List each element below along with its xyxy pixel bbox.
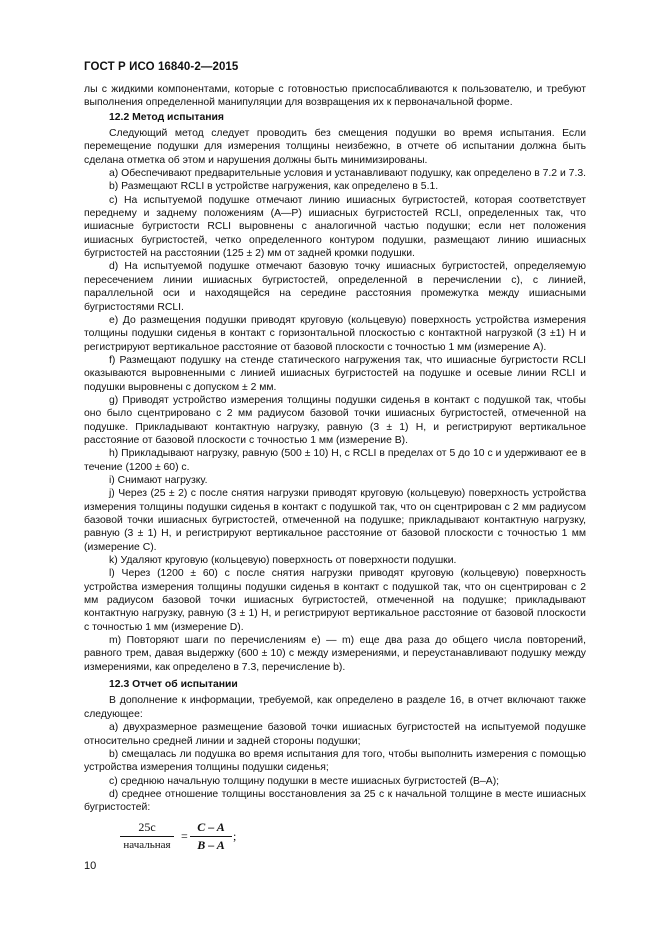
formula-equals: =	[181, 828, 188, 843]
formula-right-denominator: B – A	[197, 837, 225, 852]
recovery-ratio-formula	[120, 821, 586, 863]
list-item-a: a) Обеспечивают предварительные условия и устанавливают подушку, как определено в 7.2 и 7.3.	[109, 168, 586, 180]
list-item-h: h) Прикладывают нагрузку, равную (500 ± 10) Н, с RCLI в пределах от 5 до 10 с и удерживают ее в течение (1200 ± 60) с.	[84, 448, 586, 473]
list-item-d: d) На испытуемой подушке отмечают базовую точку ишиасных бугристостей, определяемую пересечением линии ишиасных бугристостей, определенной в перечислении c), с линией, параллельной оси и находящейся на середине расстояния промежутка между ишиасными бугристостями RCLI.	[84, 261, 586, 313]
list-item-e: e) До размещения подушки приводят круговую (кольцевую) поверхность устройства измерения толщины подушки сиденья в контакт с горизонтальной плоскостью с контактной нагрузкой (3 ±1) Н и регистрируют вертикальное расстояние от базовой плоскости с точностью 1 мм (измерение A).	[84, 314, 586, 353]
formula-terminator: ;	[233, 828, 237, 843]
formula-right-numerator: C – A	[190, 821, 232, 837]
report-item-c: c) среднюю начальную толщину подушки в месте ишиасных бугристостей (B–A);	[109, 775, 500, 787]
page-number: 10	[84, 860, 97, 872]
section-heading-12-3: 12.3 Отчет об испытании	[109, 679, 238, 691]
document-header: ГОСТ Р ИСО 16840-2—2015	[84, 61, 239, 73]
formula-left-denominator: начальная	[123, 838, 171, 851]
list-item-i: i) Снимают нагрузку.	[109, 474, 208, 486]
list-item-j: j) Через (25 ± 2) с после снятия нагрузки приводят круговую (кольцевую) поверхность устройства измерения толщины подушки сиденья в контакт с подушкой так, что он сцентрирован с 2 мм радиусом базовой точки ишиасных бугристостей, отмеченной на подушке; прикладывают контактную нагрузку, равную (3 ± 1) Н, и регистрируют вертикальное расстояние от базовой плоскости с точностью 1 мм (измерение C).	[84, 488, 586, 553]
list-item-l: l) Через (1200 ± 60) с после снятия нагрузки приводят круговую (кольцевую) поверхность устройства измерения толщины подушки сиденья в контакт с подушкой так, что он сцентрирован с 2 мм радиусом базовой точки ишиасных бугристостей, отмеченной на подушке; прикладывают контактную нагрузку, равную (3 ± 1) Н, и регистрируют вертикальное расстояние от базовой плоскости с точностью 1 мм (измерение D).	[84, 568, 586, 633]
formula-right-fraction	[190, 821, 232, 853]
formula-left-fraction	[120, 821, 174, 853]
list-item-g: g) Приводят устройство измерения толщины подушки сиденья в контакт с подушкой так, чтобы оно было сцентрировано с 2 мм радиусом базовой точки ишиасных бугристостей, отмеченной на подушке. Прикладывают контактную нагрузку, равную (3 ± 1) Н, и регистрируют вертикальное расстояние от базовой плоскости с точностью 1 мм (измерение B).	[84, 394, 586, 446]
report-item-b: b) смещалась ли подушка во время испытания для того, чтобы выполнить измерения с помощью устройства измерения толщины подушки сиденья;	[84, 748, 586, 774]
paragraph-report-intro: В дополнение к информации, требуемой, как определено в разделе 16, в отчет включают также следующее:	[84, 695, 586, 720]
list-item-k: k) Удаляют круговую (кольцевую) поверхность от поверхности подушки.	[109, 555, 457, 567]
paragraph-continuation: лы с жидкими компонентами, которые с готовностью приспосабливаются к пользователю, и требуют выполнения определенной манипуляции для возвращения их к первоначальной форме.	[84, 84, 586, 109]
formula-left-numerator: 25c	[120, 821, 174, 837]
list-item-b: b) Размещают RCLI в устройстве нагружения, как определено в 5.1.	[109, 181, 439, 193]
section-heading-12-2: 12.2 Метод испытания	[109, 111, 224, 123]
list-item-f: f) Размещают подушку на стенде статического нагружения так, что ишиасные бугристости RCLI оказываются выровненными с линией ишиасных бугристостей на подушке и осевые линии RCLI и подушки выровнены с допуском ± 2 мм.	[84, 354, 586, 393]
report-item-a: a) двухразмерное размещение базовой точки ишиасных бугристостей на испытуемой подушке относительно средней линии и задней стороны подушки;	[84, 722, 586, 747]
report-item-d: d) среднее отношение толщины восстановления за 25 с к начальной толщине в месте ишиасных бугристостей:	[84, 788, 586, 814]
paragraph-method-intro: Следующий метод следует проводить без смещения подушки во время испытания. Если перемещение подушки для измерения толщины неизбежно, в отчете об испытании должна быть сделана отметка об этом и нарушения должны быть минимизированы.	[84, 128, 586, 166]
list-item-m: m) Повторяют шаги по перечислениям e) — m) еще два раза до общего числа повторений, равного трем, давая выдержку (600 ± 10) с между измерениями, и переустанавливают подушку между измерениями, как определено в 7.3, перечисление b).	[84, 635, 586, 673]
page-body	[84, 83, 586, 863]
list-item-c: c) На испытуемой подушке отмечают линию ишиасных бугристостей, которая соответствует переднему и заднему положениям (A—P) ишиасных бугристостей RCLI, определенных так, что ишиасные бугристости RCLI выровнены с аналогичной частью подушки; если нет положения ишиасных бугристостей, четко определенного контуром подушки, размещают линию ишиасных бугристостей на расстоянии (125 ± 2) мм от задней кромки подушки.	[84, 194, 586, 260]
